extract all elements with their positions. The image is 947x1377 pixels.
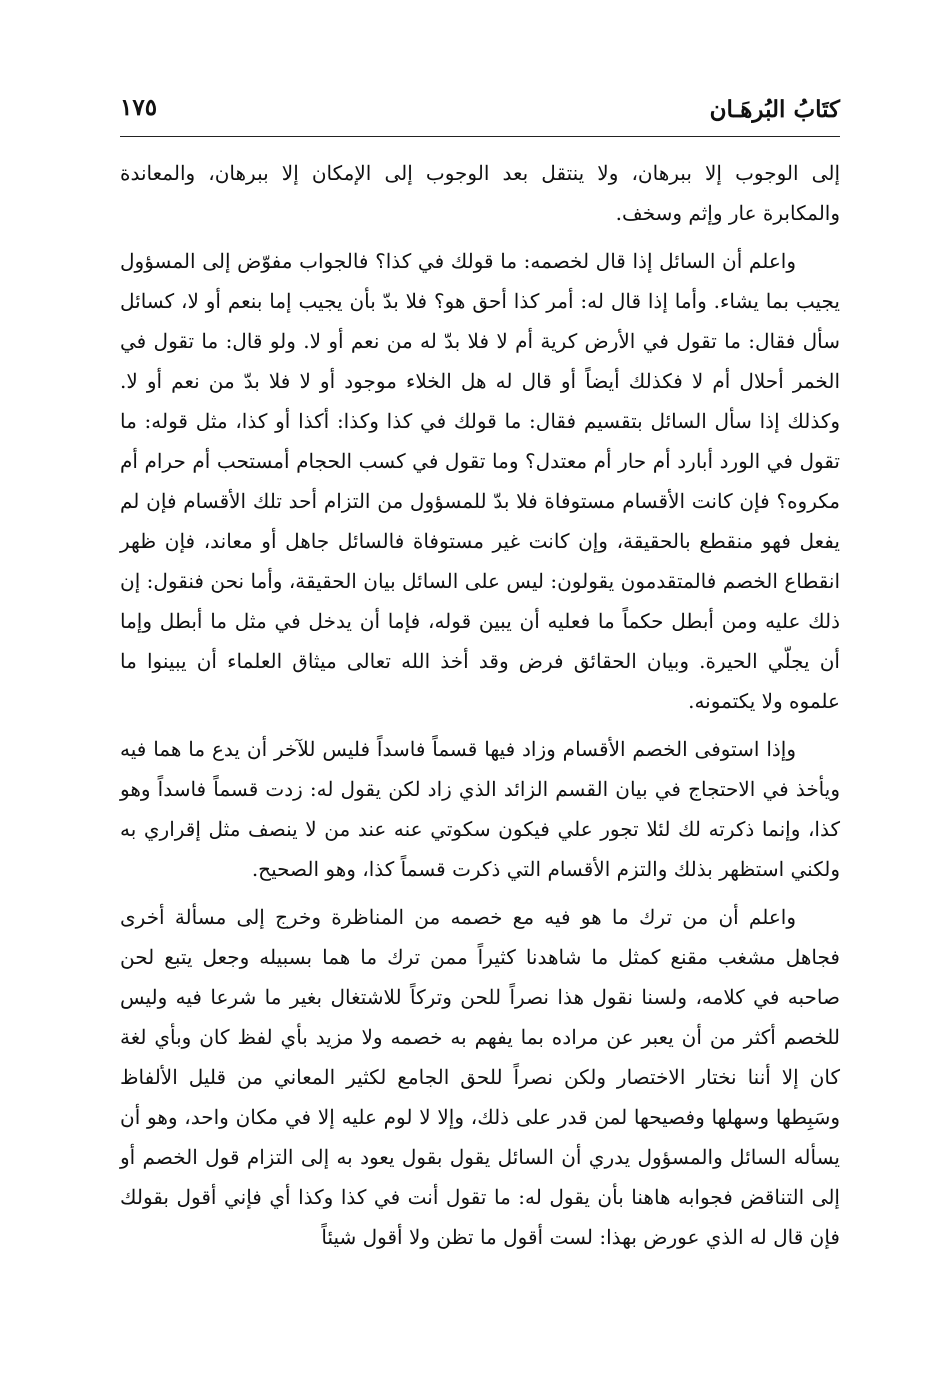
page-header <box>120 92 840 136</box>
paragraph-continuation: إلى الوجوب إلا ببرهان، ولا ينتقل بعد الوجوب إلى الإمكان إلا ببرهان، والمعاندة والمكابرة عار وإثم وسخف. <box>120 161 840 225</box>
paragraph-questioner: واعلم أن السائل إذا قال لخصمه: ما قولك في كذا؟ فالجواب مفوّض إلى المسؤول يجيب بما يشاء. وأما إذا قال له: أمر كذا أحق هو؟ فلا بدّ بأن يجيب إما بنعم أو لا، كسائل سأل فقال: ما تقول في الأرض كرية أم لا فلا بدّ له من نعم أو لا. ولو قال: ما تقول في الخمر أحلال أم لا فكذلك أيضاً أو قال له هل الخلاء موجود أو لا فلا بدّ من نعم أو لا. وكذلك إذا سأل السائل بتقسيم فقال: ما قولك في كذا وكذا: أكذا أو كذا، مثل قوله: ما تقول في الورد أبارد أم حار أم معتدل؟ وما تقول في كسب الحجام أمستحب أم حرام أم مكروه؟ فإن كانت الأقسام مستوفاة فلا بدّ للمسؤول من التزام أحد تلك الأقسام فإن لم يفعل فهو منقطع بالحقيقة، وإن كانت غير مستوفاة فالسائل جاهل أو معاند، فإن ظهر انقطاع الخصم فالمتقدمون يقولون: ليس على السائل بيان الحقيقة، وأما نحن فنقول: إن ذلك عليه ومن أبطل حكماً ما فعليه أن يبين قوله، فإما أن يدخل في مثل ما أبطل وإما أن يجلّي الحيرة. وبيان الحقائق فرض وقد أخذ الله تعالى ميثاق العلماء أن يبينوا ما علموه ولا يكتمونه. <box>120 249 840 713</box>
book-title: كتَابُ البُرهَـان <box>709 96 840 123</box>
header-rule <box>120 136 840 137</box>
page-number: ١٧٥ <box>120 94 158 121</box>
paragraph-digression: واعلم أن من ترك ما هو فيه مع خصمه من المناظرة وخرج إلى مسألة أخرى فجاهل مشغب مقنع كمثل ما شاهدنا كثيراً ممن ترك ما هما بسبيله وجعل يتبع لحن صاحبه في كلامه، ولسنا نقول هذا نصراً للحن وتركاً للاشتغال بغير ما شرعا فيه وليس للخصم أكثر من أن يعبر عن مراده بما يفهم به خصمه ولا مزيد بأي لفظ كان وبأي لغة كان إلا أننا نختار الاختصار ولكن نصراً للحق الجامع لكثير المعاني من قليل الألفاظ وسَبِطها وسهلها وفصيحها لمن قدر على ذلك، وإلا لا لوم عليه إلا في مكان واحد، وهو أن يسأله السائل والمسؤول يدري أن السائل يقول بقول يعود به إلى التزام قول الخصم أو إلى التناقض فجوابه هاهنا بأن يقول له: ما تقول أنت في كذا وكذا أي فإني أقول بقولك فإن قال له الذي عورض بهذا: لست أقول ما تظن ولا أقول شيئاً <box>120 905 840 1249</box>
paragraph-extra-division: وإذا استوفى الخصم الأقسام وزاد فيها قسماً فاسداً فليس للآخر أن يدع ما هما فيه ويأخذ في الاحتجاج في بيان القسم الزائد الذي زاد لكن يقول له: زدت قسماً فاسداً وهو كذا، وإنما ذكرته لك لئلا تجور علي فيكون سكوتي عنه عند من لا ينصف مثل إقراري به ولكني استظهر بذلك والتزم الأقسام التي ذكرت قسماً كذا، وهو الصحيح. <box>120 737 840 881</box>
body-text <box>120 153 840 1265</box>
